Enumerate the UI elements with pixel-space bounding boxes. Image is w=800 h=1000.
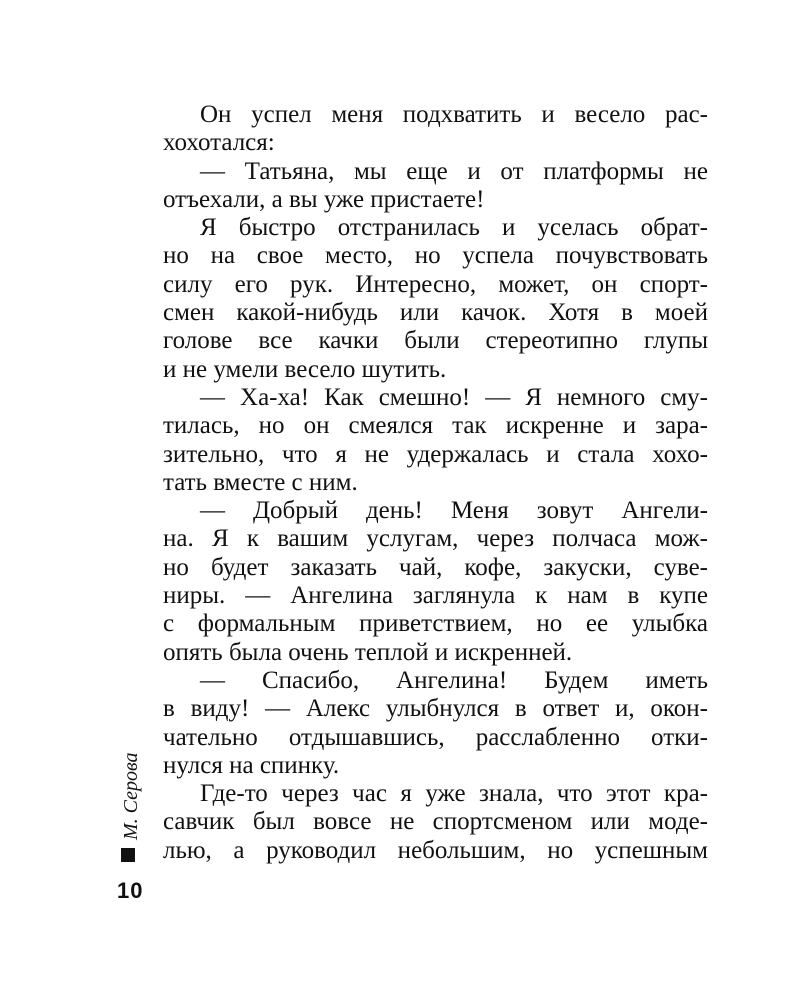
text-line: смен какой-нибудь или качок. Хотя в моей <box>163 299 708 327</box>
text-line: и не умели весело шутить. <box>163 355 447 383</box>
text-line: опять была очень теплой и искренней. <box>163 638 573 666</box>
text-line: на. Я к вашим услугам, через полчаса мож- <box>163 525 708 553</box>
text-line: в виду! — Алекс улыбнулся в ответ и, окон- <box>163 695 708 723</box>
text-line: Я быстро отстранилась и уселась обрат- <box>200 214 708 242</box>
text-line: голове все качки были стереотипно глупы <box>163 327 708 355</box>
page-number: 10 <box>117 878 144 903</box>
text-line: чательно отдышавшись, расслабленно отки- <box>163 723 708 751</box>
text-line: силу его рук. Интересно, может, он спорт- <box>163 270 708 298</box>
text-line: отъехали, а вы уже пристаете! <box>163 185 485 213</box>
text-line: тать вместе с ним. <box>163 468 358 496</box>
text-line: с формальным приветствием, но ее улыбка <box>163 610 708 638</box>
text-line: — Татьяна, мы еще и от платформы не <box>200 157 708 185</box>
square-marker-icon <box>121 848 135 862</box>
text-line: лью, а руководил небольшим, но успешным <box>163 836 708 864</box>
text-line: зительно, что я не удержалась и стала хохо- <box>163 440 708 468</box>
text-line: — Добрый день! Меня зовут Ангели- <box>200 497 708 525</box>
text-line: — Спасибо, Ангелина! Будем иметь <box>200 666 708 694</box>
text-line: — Ха-ха! Как смешно! — Я немного сму- <box>200 383 708 411</box>
body-text <box>163 101 708 865</box>
text-line: но будет заказать чай, кофе, закуски, суве- <box>163 553 708 581</box>
text-line: но на свое место, но успела почувствовать <box>163 242 708 270</box>
text-line: савчик был вовсе не спортсменом или моде- <box>163 808 708 836</box>
text-line: нулся на спинку. <box>163 751 340 779</box>
running-head-author: М. Серова <box>120 752 142 840</box>
text-line: хохотался: <box>163 129 275 157</box>
text-line: тилась, но он смеялся так искренне и зара- <box>163 412 708 440</box>
text-line: ниры. — Ангелина заглянула к нам в купе <box>163 582 708 610</box>
text-line: Где-то через час я уже знала, что этот кра- <box>200 780 708 808</box>
text-line: Он успел меня подхватить и весело рас- <box>200 101 708 128</box>
